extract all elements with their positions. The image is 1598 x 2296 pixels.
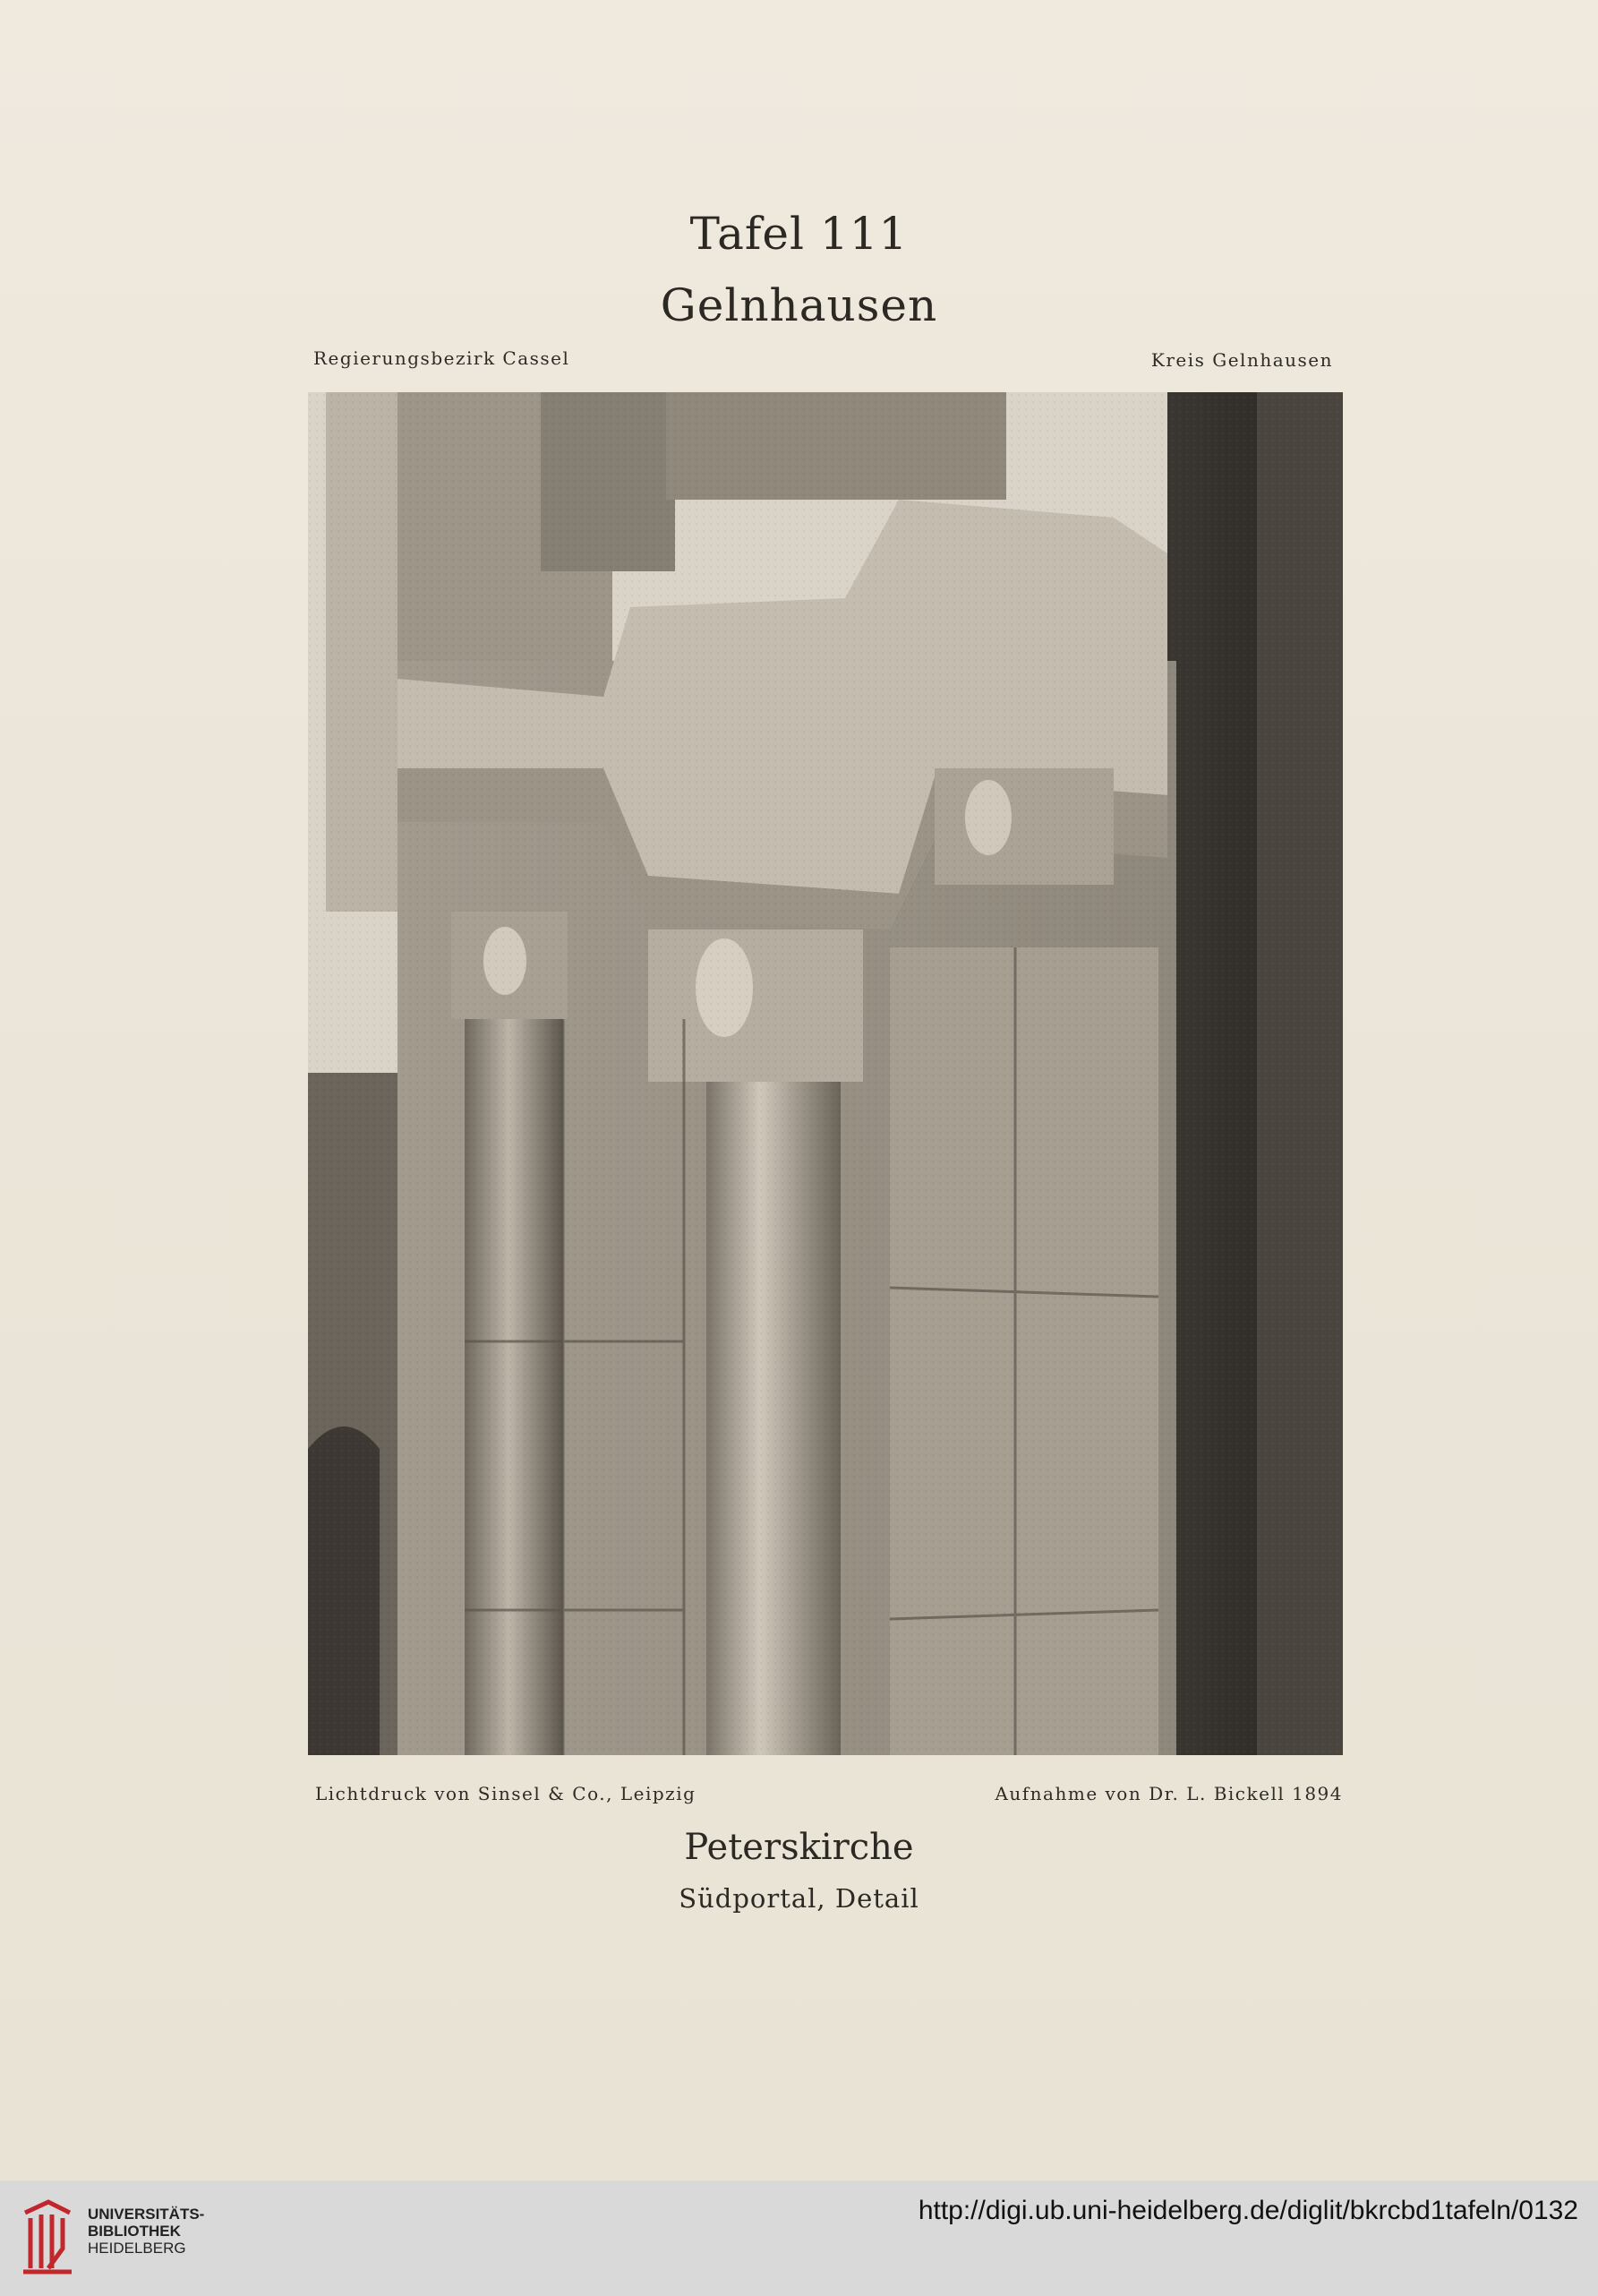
district-label: Kreis Gelnhausen bbox=[1150, 349, 1333, 371]
plate-number: Tafel 111 bbox=[689, 208, 909, 260]
printer-credit: Lichtdruck von Sinsel & Co., Leipzig bbox=[315, 1783, 696, 1804]
place-title: Gelnhausen bbox=[660, 279, 938, 331]
caption-subtitle: Südportal, Detail bbox=[679, 1883, 919, 1914]
library-name-line3: HEIDELBERG bbox=[88, 2240, 186, 2257]
library-name bbox=[88, 2206, 204, 2257]
library-name-line1: UNIVERSITÄTS- bbox=[88, 2206, 205, 2223]
caption-title: Peterskirche bbox=[684, 1827, 914, 1868]
library-name-line2: BIBLIOTHEK bbox=[88, 2223, 181, 2240]
permalink-url[interactable]: http://digi.ub.uni-heidelberg.de/diglit/bkrcbd1tafeln/0132 bbox=[918, 2196, 1578, 2225]
photographer-credit: Aufnahme von Dr. L. Bickell 1894 bbox=[995, 1783, 1343, 1804]
library-logo-icon[interactable] bbox=[18, 2195, 77, 2277]
photograph-portal-columns bbox=[308, 392, 1343, 1755]
region-label: Regierungsbezirk Cassel bbox=[313, 347, 570, 369]
